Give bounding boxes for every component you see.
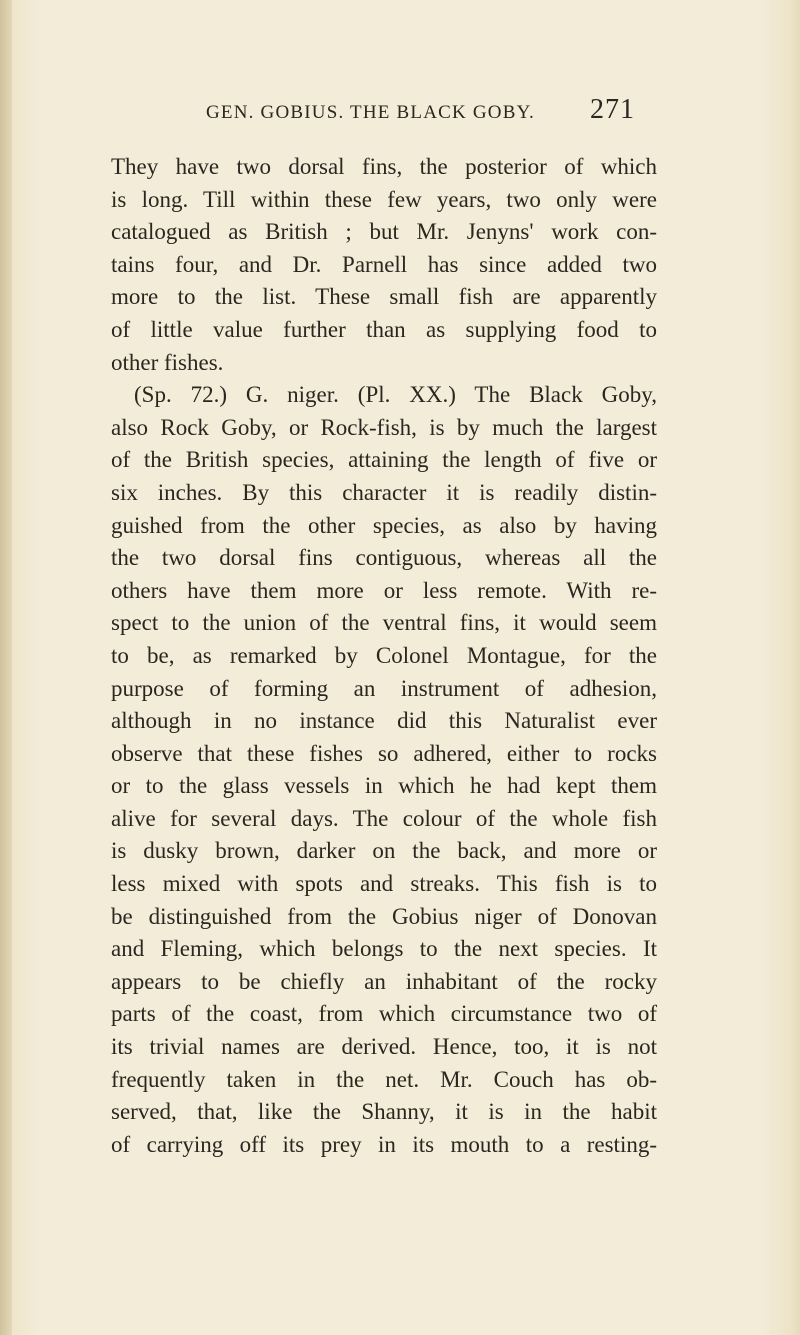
- text-line: or to the glass vessels in which he had kept them: [111, 773, 657, 799]
- text-line: is dusky brown, darker on the back, and more or: [111, 838, 657, 864]
- text-line: guished from the other species, as also by having: [111, 512, 657, 538]
- text-line: and Fleming, which belongs to the next species. It: [111, 936, 657, 962]
- text-line: other fishes.: [111, 349, 224, 375]
- text-line: of the British species, attaining the length of five or: [111, 447, 657, 473]
- text-line: purpose of forming an instrument of adhesion,: [111, 675, 657, 701]
- text-line: (Sp. 72.) G. niger. (Pl. XX.) The Black Goby,: [134, 382, 657, 408]
- text-line: spect to the union of the ventral fins, it would seem: [111, 610, 657, 636]
- page-binding-edge: [0, 0, 12, 1335]
- text-line: six inches. By this character it is readily distin-: [111, 479, 657, 505]
- text-line: more to the list. These small fish are apparently: [111, 284, 657, 310]
- text-line: is long. Till within these few years, two only were: [111, 186, 657, 212]
- text-line: of carrying off its prey in its mouth to a resting-: [111, 1131, 657, 1157]
- text-line: observe that these fishes so adhered, either to rocks: [111, 740, 657, 766]
- page-number: 271: [590, 94, 635, 125]
- body-text: [111, 151, 657, 1161]
- text-line: although in no instance did this Naturalist ever: [111, 708, 657, 734]
- text-line: served, that, like the Shanny, it is in the habit: [111, 1099, 657, 1125]
- text-line: less mixed with spots and streaks. This fish is to: [111, 871, 657, 897]
- text-line: be distinguished from the Gobius niger of Donovan: [111, 903, 657, 929]
- text-line: tains four, and Dr. Parnell has since added two: [111, 251, 657, 277]
- running-header: [100, 94, 660, 134]
- text-line: the two dorsal fins contiguous, whereas all the: [111, 545, 657, 571]
- text-line: of little value further than as supplying food to: [111, 316, 657, 342]
- text-line: alive for several days. The colour of the whole fish: [111, 805, 657, 831]
- text-line: They have two dorsal fins, the posterior of which: [111, 154, 657, 179]
- text-line: catalogued as British ; but Mr. Jenyns' work con-: [111, 219, 657, 245]
- running-title: GEN. GOBIUS. THE BLACK GOBY.: [206, 102, 535, 123]
- text-line: others have them more or less remote. With re-: [111, 577, 657, 603]
- text-line: appears to be chiefly an inhabitant of the rocky: [111, 968, 657, 994]
- text-line: its trivial names are derived. Hence, too, it is not: [111, 1034, 657, 1060]
- text-line: also Rock Goby, or Rock-fish, is by much the largest: [111, 414, 657, 440]
- text-line: parts of the coast, from which circumstance two of: [111, 1001, 657, 1027]
- text-line: to be, as remarked by Colonel Montague, for the: [111, 642, 657, 668]
- text-line: frequently taken in the net. Mr. Couch has ob-: [111, 1066, 657, 1092]
